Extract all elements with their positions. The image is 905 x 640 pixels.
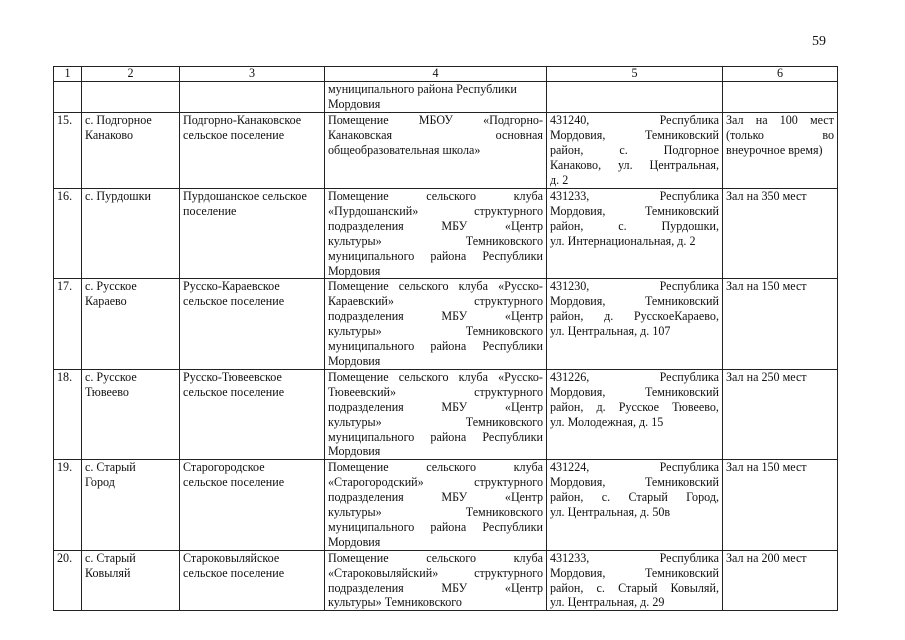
venue-line: Караевский» структурного bbox=[328, 294, 543, 309]
venue-line: культуры» Темниковского bbox=[328, 324, 543, 339]
venue-line: Помещение сельского клуба bbox=[328, 189, 543, 203]
address-line: ул. Центральная, д. 50в bbox=[550, 505, 671, 520]
venue-cell bbox=[325, 550, 547, 611]
settlement-line: Ковыляй bbox=[85, 565, 131, 580]
table-row bbox=[54, 189, 838, 279]
municipality-line: Старогородское bbox=[183, 460, 265, 475]
hall-line: Зал на 100 мест bbox=[726, 113, 834, 127]
municipality-line: Русско-Тювеевское bbox=[183, 369, 282, 384]
address-cell bbox=[547, 189, 723, 279]
address-line: район, с. Старый Ковыляй, bbox=[550, 580, 719, 595]
settlement-cell bbox=[82, 189, 180, 279]
venue-line: Помещение сельского клуба «Русско- bbox=[328, 279, 543, 294]
settlement-line: с. Старый bbox=[85, 550, 136, 565]
address-line: 431233, Республика bbox=[550, 550, 719, 565]
hall-cell bbox=[723, 82, 838, 113]
settlement-cell bbox=[82, 550, 180, 611]
address-line: 431233, Республика bbox=[550, 189, 719, 203]
address-cell bbox=[547, 82, 723, 113]
hall-line: внеурочное время) bbox=[726, 142, 823, 157]
venue-line: муниципального района Республики bbox=[328, 248, 543, 263]
num-cell bbox=[54, 82, 82, 113]
address-line: район, с. Старый Город, bbox=[550, 490, 719, 505]
venue-cell bbox=[325, 82, 547, 113]
venue-line: муниципального района Республики bbox=[328, 429, 543, 444]
municipality-line: Русско-Караевское bbox=[183, 279, 280, 294]
address-line: д. 2 bbox=[550, 172, 569, 187]
settlement-line: с. Старый bbox=[85, 460, 136, 475]
column-number: 6 bbox=[723, 67, 838, 82]
venue-line: Канаковская основная bbox=[328, 127, 543, 142]
column-number: 2 bbox=[82, 67, 180, 82]
municipality-cell bbox=[180, 82, 325, 113]
hall-line: (только во bbox=[726, 127, 834, 142]
hall-line: Зал на 250 мест bbox=[726, 369, 807, 384]
hall-cell bbox=[723, 550, 838, 611]
address-line: Мордовия, Темниковский bbox=[550, 127, 719, 142]
address-cell bbox=[547, 550, 723, 611]
column-number: 5 bbox=[547, 67, 723, 82]
address-line: Мордовия, Темниковский bbox=[550, 565, 719, 580]
municipality-line: сельское поселение bbox=[183, 475, 285, 490]
settlement-line: Канаково bbox=[85, 127, 134, 142]
venue-line: Помещение сельского клуба bbox=[328, 460, 543, 475]
venue-line: подразделения МБУ «Центр bbox=[328, 218, 543, 233]
municipality-line: сельское поселение bbox=[183, 384, 285, 399]
municipality-cell bbox=[180, 279, 325, 369]
polling-stations-table bbox=[53, 66, 838, 611]
venue-line: Мордовия bbox=[328, 353, 381, 368]
settlement-line: с. Русское bbox=[85, 369, 137, 384]
venue-line: Помещение МБОУ «Подгорно- bbox=[328, 113, 543, 127]
venue-line: подразделения МБУ «Центр bbox=[328, 490, 543, 505]
municipality-line: Подгорно-Канаковское bbox=[183, 113, 302, 127]
venue-line: подразделения МБУ «Центр bbox=[328, 399, 543, 414]
hall-cell bbox=[723, 113, 838, 189]
municipality-cell bbox=[180, 113, 325, 189]
municipality-line: сельское поселение bbox=[183, 565, 285, 580]
address-line: Мордовия, Темниковский bbox=[550, 203, 719, 218]
venue-cell bbox=[325, 460, 547, 550]
venue-cell bbox=[325, 369, 547, 459]
table-row bbox=[54, 113, 838, 189]
column-number: 4 bbox=[325, 67, 547, 82]
venue-line: культуры» Темниковского bbox=[328, 233, 543, 248]
address-line: Мордовия, Темниковский bbox=[550, 294, 719, 309]
address-cell bbox=[547, 113, 723, 189]
venue-line: муниципального района Республики bbox=[328, 339, 543, 354]
venue-line: Мордовия bbox=[328, 263, 381, 278]
venue-line: культуры» Темниковского bbox=[328, 505, 543, 520]
settlement-line: с. Подгорное bbox=[85, 113, 152, 127]
address-line: ул. Молодежная, д. 15 bbox=[550, 414, 664, 429]
num-cell: 20. bbox=[54, 550, 82, 611]
address-line: Канаково, ул. Центральная, bbox=[550, 157, 719, 172]
municipality-cell bbox=[180, 550, 325, 611]
venue-line: Мордовия bbox=[328, 534, 381, 549]
venue-line: Мордовия bbox=[328, 444, 381, 459]
settlement-line: Город bbox=[85, 475, 115, 490]
settlement-cell bbox=[82, 113, 180, 189]
address-line: 431240, Республика bbox=[550, 113, 719, 127]
venue-cell bbox=[325, 279, 547, 369]
venue-line: «Старогородский» структурного bbox=[328, 475, 543, 490]
venue-line: Мордовия bbox=[328, 96, 381, 111]
address-line: район, с. Пурдошки, bbox=[550, 218, 719, 233]
hall-cell bbox=[723, 460, 838, 550]
venue-line: «Пурдошанский» структурного bbox=[328, 203, 543, 218]
settlement-line: с. Пурдошки bbox=[85, 189, 151, 203]
page-number: 59 bbox=[812, 34, 826, 49]
address-line: 431226, Республика bbox=[550, 369, 719, 384]
continuation-row bbox=[54, 82, 838, 113]
municipality-line: сельское поселение bbox=[183, 294, 285, 309]
hall-line: Зал на 150 мест bbox=[726, 279, 807, 294]
table-row bbox=[54, 369, 838, 459]
address-line: 431230, Республика bbox=[550, 279, 719, 294]
venue-cell bbox=[325, 113, 547, 189]
settlement-cell bbox=[82, 369, 180, 459]
venue-line bbox=[328, 82, 543, 97]
venue-cell bbox=[325, 189, 547, 279]
settlement-line: Тювеево bbox=[85, 384, 129, 399]
num-cell: 16. bbox=[54, 189, 82, 279]
municipality-cell bbox=[180, 189, 325, 279]
venue-line: муниципального района Республики bbox=[328, 519, 543, 534]
address-line: район, д. РусскоеКараево, bbox=[550, 309, 719, 324]
address-line: Мордовия, Темниковский bbox=[550, 384, 719, 399]
address-line: Мордовия, Темниковский bbox=[550, 475, 719, 490]
municipality-line: Пурдошанское сельское bbox=[183, 189, 307, 203]
table-row bbox=[54, 550, 838, 611]
settlement-line: с. Русское bbox=[85, 279, 137, 294]
municipality-cell bbox=[180, 460, 325, 550]
settlement-cell bbox=[82, 279, 180, 369]
table-row bbox=[54, 460, 838, 550]
hall-cell bbox=[723, 369, 838, 459]
column-number: 3 bbox=[180, 67, 325, 82]
address-line: район, с. Подгорное bbox=[550, 142, 719, 157]
address-line: ул. Интернациональная, д. 2 bbox=[550, 233, 696, 248]
column-number: 1 bbox=[54, 67, 82, 82]
hall-line: Зал на 200 мест bbox=[726, 550, 807, 565]
hall-line: Зал на 350 мест bbox=[726, 189, 807, 203]
address-line: ул. Центральная, д. 107 bbox=[550, 324, 671, 339]
num-cell: 19. bbox=[54, 460, 82, 550]
venue-line: культуры» Темниковского bbox=[328, 414, 543, 429]
address-line: 431224, Республика bbox=[550, 460, 719, 475]
venue-line: Помещение сельского клуба bbox=[328, 550, 543, 565]
address-line: район, д. Русское Тювеево, bbox=[550, 399, 719, 414]
venue-line: подразделения МБУ «Центр bbox=[328, 580, 543, 595]
hall-line: Зал на 150 мест bbox=[726, 460, 807, 475]
table-row bbox=[54, 279, 838, 369]
address-cell bbox=[547, 279, 723, 369]
venue-line: Помещение сельского клуба «Русско- bbox=[328, 369, 543, 384]
venue-text: муниципального района Республики bbox=[328, 82, 517, 96]
column-number-row bbox=[54, 67, 838, 82]
num-cell: 17. bbox=[54, 279, 82, 369]
hall-cell bbox=[723, 279, 838, 369]
settlement-cell bbox=[82, 460, 180, 550]
address-line: ул. Центральная, д. 29 bbox=[550, 595, 665, 610]
venue-line: культуры» Темниковского bbox=[328, 595, 462, 610]
venue-line: общеобразовательная школа» bbox=[328, 142, 481, 157]
settlement-cell bbox=[82, 82, 180, 113]
municipality-cell bbox=[180, 369, 325, 459]
municipality-line: поселение bbox=[183, 203, 237, 218]
address-cell bbox=[547, 460, 723, 550]
venue-line: «Староковыляйский» структурного bbox=[328, 565, 543, 580]
num-cell: 18. bbox=[54, 369, 82, 459]
municipality-line: Староковыляйское bbox=[183, 550, 280, 565]
num-cell: 15. bbox=[54, 113, 82, 189]
venue-line: Тювеевский» структурного bbox=[328, 384, 543, 399]
address-cell bbox=[547, 369, 723, 459]
municipality-line: сельское поселение bbox=[183, 127, 285, 142]
venue-line: подразделения МБУ «Центр bbox=[328, 309, 543, 324]
settlement-line: Караево bbox=[85, 294, 127, 309]
hall-cell bbox=[723, 189, 838, 279]
